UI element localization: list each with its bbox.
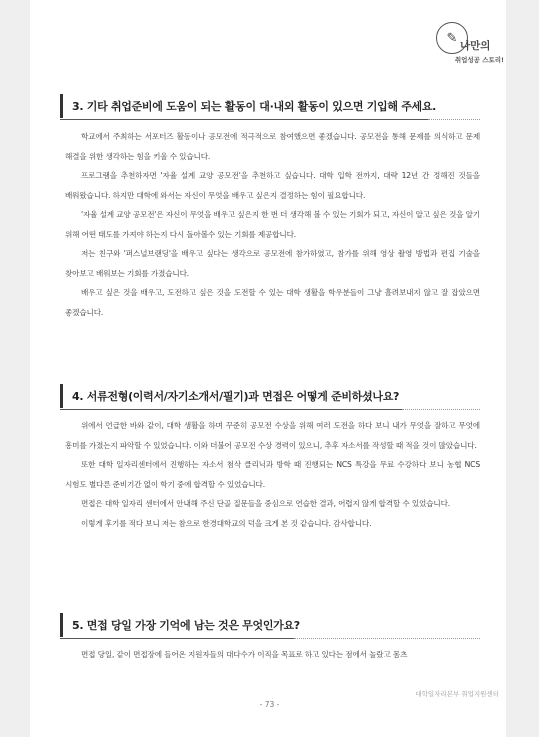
logo-subtitle: 취업성공 스토리!	[454, 56, 504, 64]
heading-underline	[60, 409, 402, 410]
heading-accent-bar	[60, 94, 63, 118]
paragraph: '자율 설계 교양 공모전'은 자신이 무엇을 배우고 싶은지 한 번 더 생각해 볼 수 있는 기회가 되고, 자신이 알고 싶은 것을 알기 위해 어떤 태도를 가져야 하는지 다시 돌아볼수 있는 기회를 제공합니다.	[65, 210, 480, 239]
brand-logo	[436, 22, 504, 66]
question-heading	[60, 613, 480, 639]
heading-dotted-rule	[402, 409, 480, 410]
heading-underline	[60, 638, 294, 639]
question-heading	[60, 384, 480, 410]
question-title: 4. 서류전형(이력서/자기소개서/필기)과 면접은 어떻게 준비하셨나요?	[72, 390, 400, 403]
heading-underline	[60, 119, 428, 120]
footer-organization: 대학일자리본부 취업지원센터	[415, 690, 499, 698]
question-heading	[60, 94, 480, 120]
paragraph: 저는 친구와 '퍼스널브랜딩'을 배우고 싶다는 생각으로 공모전에 참가하였고, 참가를 위해 영상 촬영 방법과 편집 기술을 찾아보고 배워보는 기회를 가졌습니다.	[65, 249, 480, 278]
section-q5	[60, 613, 480, 665]
paragraph: 프로그램을 추천하자면 '자율 설계 교양 공모전'을 추천하고 싶습니다. 대학 입학 전까지, 대략 12년 간 정해진 것들을 배워왔습니다. 하지만 대학에 와서는 자신이 무엇을 배우고 싶은지 결정하는 힘이 필요합니다.	[65, 171, 480, 200]
paragraph: 면접 당일, 같이 면접장에 들어온 지원자들의 대다수가 이직을 목표로 하고 있다는 점에서 놀랐고 몸츠	[81, 650, 408, 659]
heading-dotted-rule	[294, 638, 480, 639]
pen-badge-icon: ✎	[436, 22, 468, 54]
paragraph: 위에서 언급한 바와 같이, 대학 생활을 하며 꾸준히 공모전 수상을 위해 여러 도전을 하다 보니 내가 무엇을 잘하고 무엇에 흥미를 가졌는지 파악할 수 있었습니다. 이와 더불어 공모전 수상 경력이 있으니, 추후 자소서를 작성할 때 적을 것이 많았습니다.	[65, 421, 480, 450]
paragraph: 배우고 싶은 것을 배우고, 도전하고 싶은 것을 도전할 수 있는 대학 생활을 학우분들이 그냥 흘려보내지 않고 잘 잡았으면 좋겠습니다.	[65, 288, 480, 317]
page-number: - 73 -	[259, 700, 280, 709]
paragraph: 이렇게 후기를 적다 보니 저는 참으로 한경대학교의 덕을 크게 본 것 같습니다. 감사합니다.	[81, 518, 372, 528]
heading-accent-bar	[60, 384, 63, 408]
question-title: 3. 기타 취업준비에 도움이 되는 활동이 대·내외 활동이 있으면 기입해 주세요.	[72, 100, 437, 113]
question-title: 5. 면접 당일 가장 기억에 남는 것은 무엇인가요?	[72, 619, 300, 632]
paragraph: 면접은 대학 일자리 센터에서 안내해 주신 단골 질문들을 중심으로 연습한 결과, 어렵지 않게 합격할 수 있었습니다.	[81, 499, 451, 508]
paragraph: 학교에서 주최하는 서포터즈 활동이나 공모전에 적극적으로 참여했으면 좋겠습니다. 공모전을 통해 문제를 의식하고 문제 해결을 위한 생각하는 힘을 키울 수 있습니다.	[65, 132, 480, 161]
heading-accent-bar	[60, 613, 63, 637]
section-q4	[60, 384, 480, 533]
heading-dotted-rule	[428, 119, 480, 120]
section-q3	[60, 94, 480, 322]
logo-title: 나만의	[460, 40, 491, 52]
paragraph: 또한 대학 일자리센터에서 진행하는 자소서 첨삭 클리닉과 방학 때 진행되는 NCS 특강을 무료 수강하다 보니 농협 NCS 시험도 별다른 준비기간 없이 학기 중에 합격할 수 있었습니다.	[65, 460, 480, 489]
